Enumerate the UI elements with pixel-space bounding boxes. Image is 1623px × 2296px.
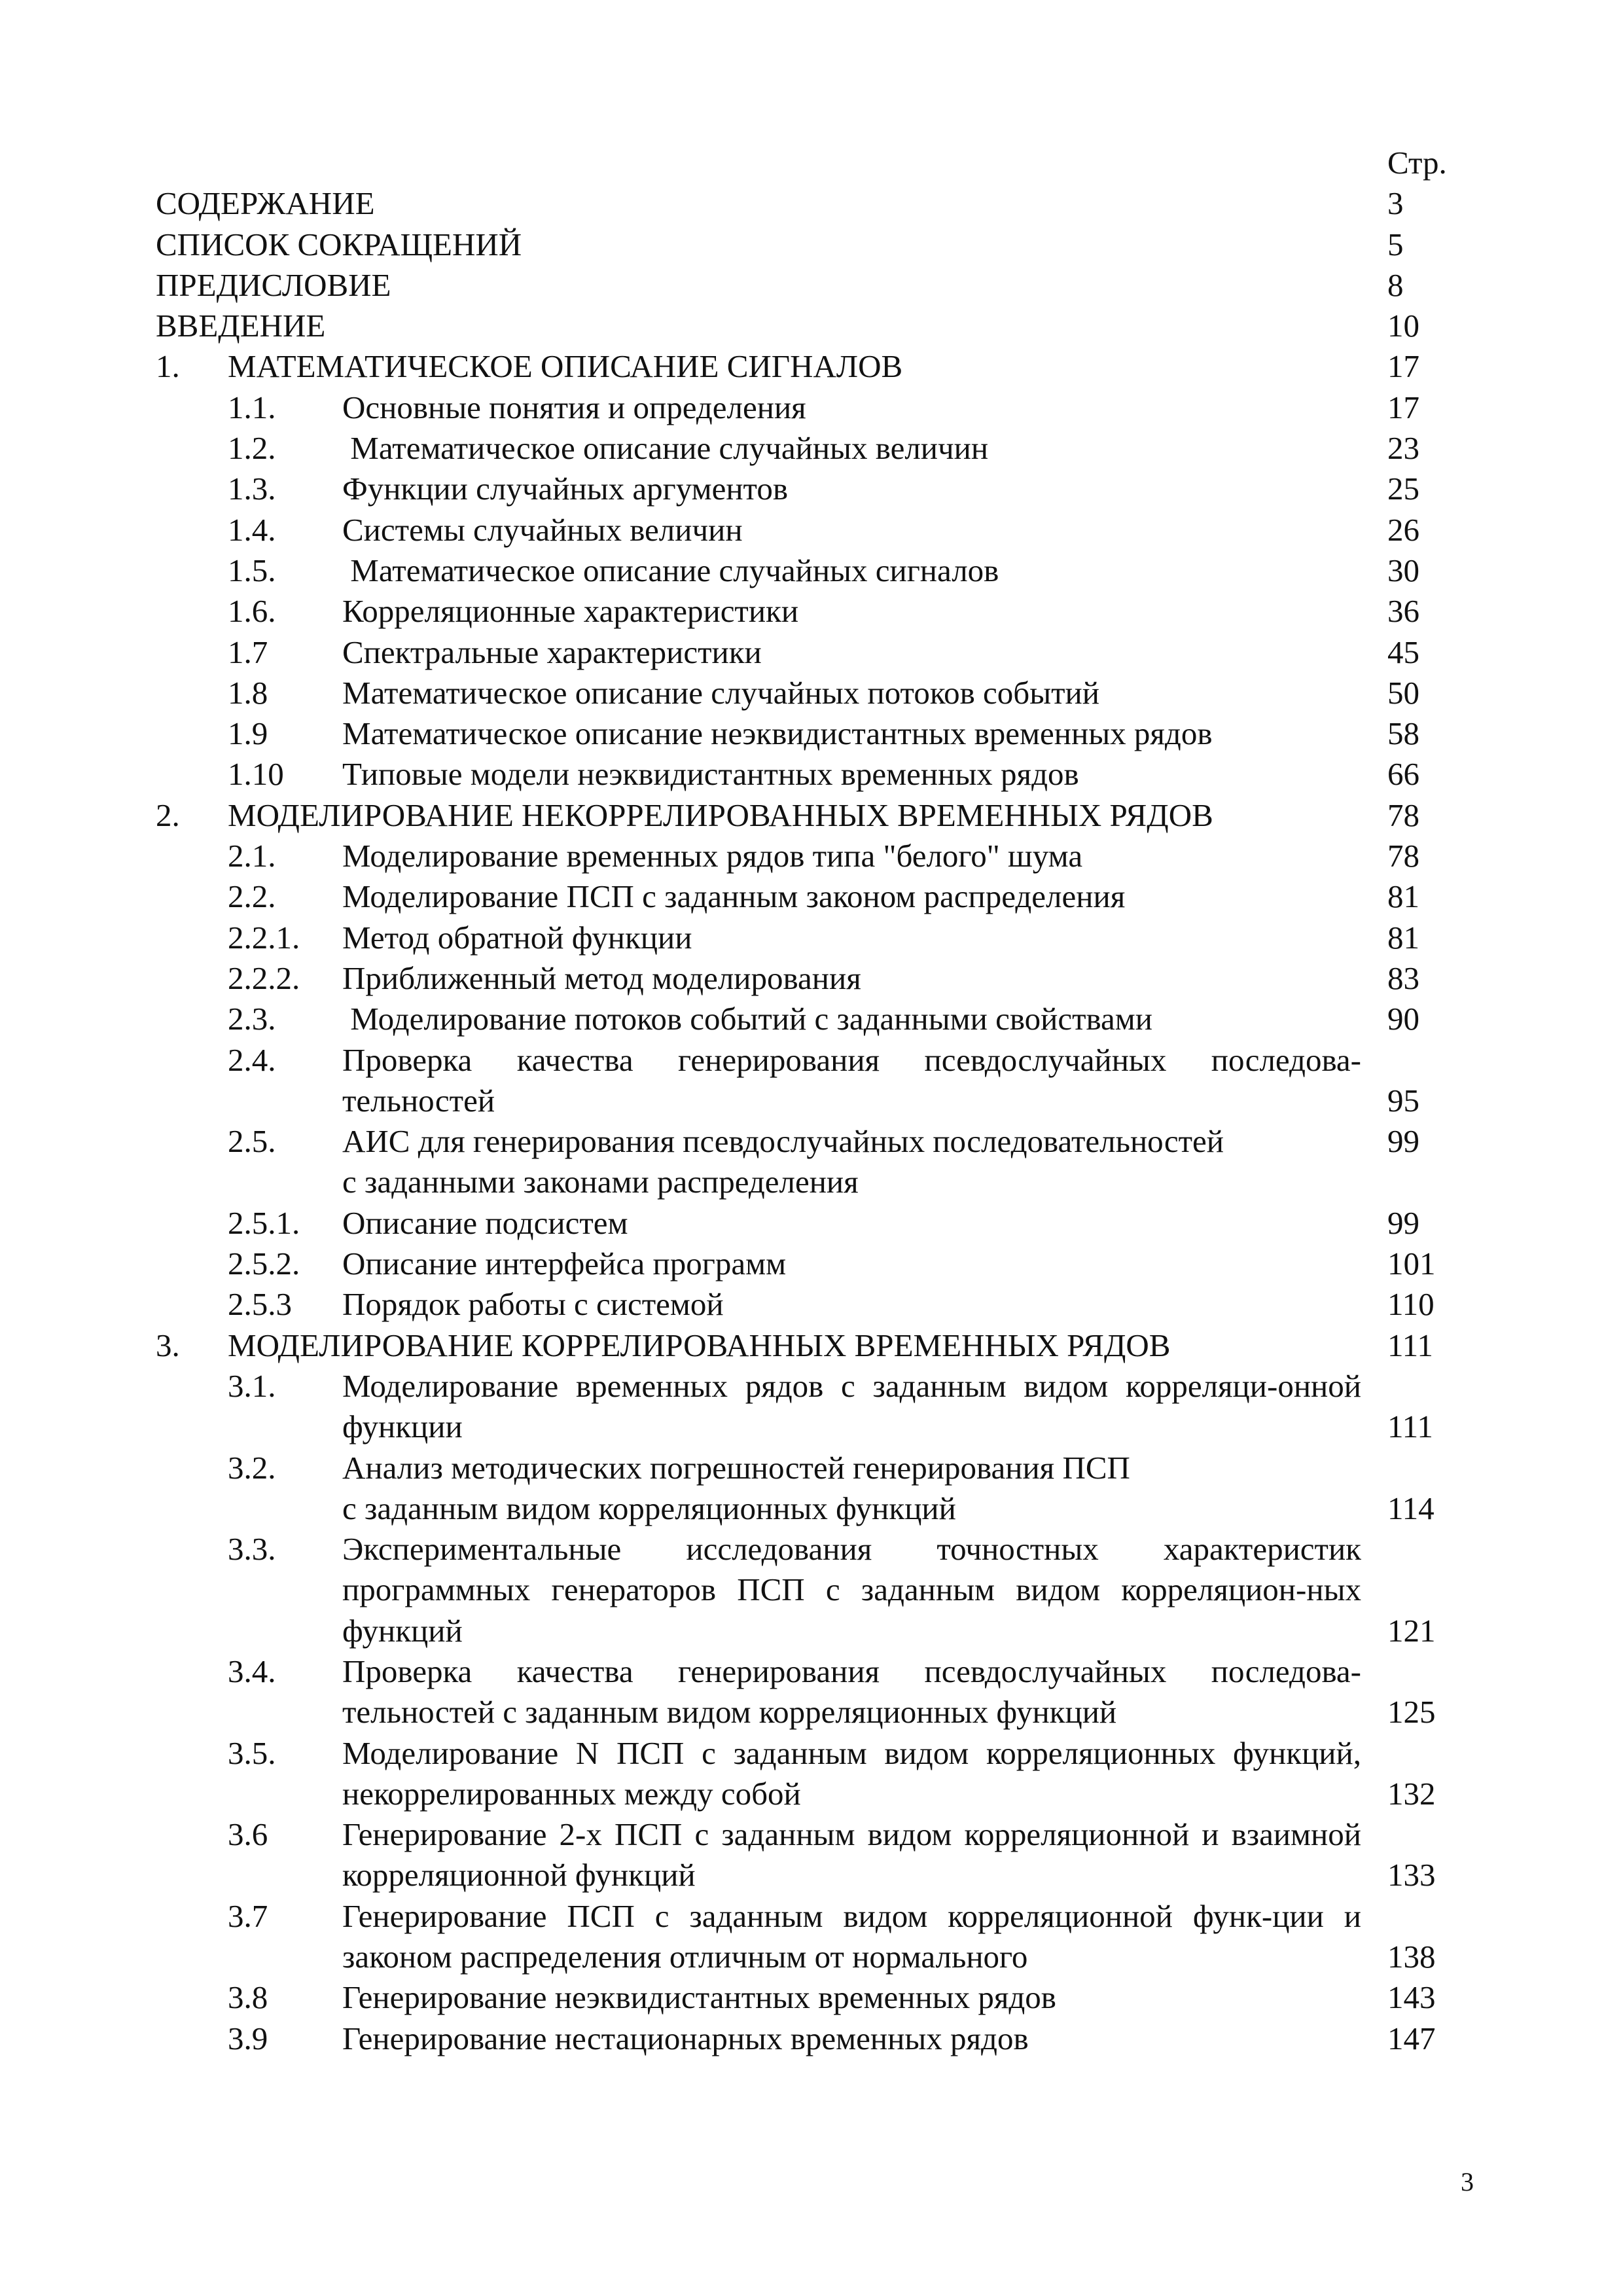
toc-entry[interactable]	[156, 1733, 1466, 1815]
toc-entry-number: 3.1.	[228, 1367, 276, 1404]
toc-entry-number: 1.1.	[228, 389, 276, 425]
toc-entry-number: 2.2.1.	[228, 919, 300, 956]
toc-entry[interactable]	[156, 1896, 1466, 1978]
toc-entry-title-continuation: с заданным видом корреляционных функций	[342, 1490, 956, 1526]
toc-entry-page: 5	[1387, 226, 1404, 262]
toc-entry-number: 2.3.	[228, 1001, 276, 1037]
toc-chapter[interactable]	[156, 346, 1466, 387]
toc-entry-page: 99	[1387, 1204, 1419, 1241]
toc-entry-number: 1.2.	[228, 430, 276, 467]
toc-entry[interactable]	[156, 2018, 1466, 2059]
toc-entry[interactable]	[156, 306, 1466, 346]
toc-entry-page: 66	[1387, 756, 1419, 793]
toc-entry[interactable]	[156, 958, 1466, 999]
toc-entry-number: 2.5.	[228, 1123, 276, 1160]
toc-entry-page: 132	[1387, 1775, 1436, 1812]
toc-entry-title: Моделирование временных рядов типа "белого" шума	[342, 838, 1083, 874]
toc-entry[interactable]	[156, 754, 1466, 795]
toc-entry[interactable]	[156, 673, 1466, 713]
toc-entry-number: 3.9	[228, 2020, 268, 2056]
toc-entry-title: Спектральные характеристики	[342, 634, 762, 670]
page-column-header-row	[156, 143, 1466, 183]
toc-entry[interactable]	[156, 469, 1466, 509]
toc-entry-page: 114	[1387, 1490, 1435, 1526]
toc-entry-number: 2.4.	[228, 1041, 276, 1078]
toc-entry[interactable]	[156, 1040, 1466, 1122]
toc-entry[interactable]	[156, 876, 1466, 917]
toc-entry-page: 23	[1387, 430, 1419, 467]
toc-entry-title: Математическое описание случайных величин	[342, 430, 989, 467]
toc-entry-page: 78	[1387, 838, 1419, 874]
toc-entry-number: 3.5.	[228, 1734, 276, 1771]
toc-entry-number: 1.7	[228, 634, 268, 670]
toc-entry[interactable]	[156, 1977, 1466, 2018]
toc-entry-page: 125	[1387, 1694, 1436, 1731]
toc-entry[interactable]	[156, 918, 1466, 958]
toc-entry-title: МОДЕЛИРОВАНИЕ НЕКОРРЕЛИРОВАННЫХ ВРЕМЕННЫХ РЯДОВ	[228, 797, 1213, 833]
toc-entry-page: 17	[1387, 389, 1419, 425]
toc-entry-number: 3.	[156, 1327, 180, 1363]
toc-entry-title: СПИСОК СОКРАЩЕНИЙ	[156, 226, 522, 262]
toc-entry[interactable]	[156, 510, 1466, 550]
toc-entry-title: Корреляционные характеристики	[342, 593, 799, 630]
toc-entry[interactable]	[156, 1244, 1466, 1284]
toc-entry[interactable]	[156, 1651, 1466, 1733]
toc-entry-number: 2.5.1.	[228, 1204, 300, 1241]
page-number: 3	[1461, 2167, 1474, 2197]
toc-entry-page: 78	[1387, 797, 1419, 833]
toc-entry[interactable]	[156, 265, 1466, 306]
toc-entry-title: АИС для генерирования псевдослучайных последовательностей	[342, 1123, 1224, 1160]
toc-entry-title: Моделирование временных рядов с заданным видом корреляци-онной функции	[342, 1367, 1361, 1445]
toc-entry-page: 3	[1387, 185, 1404, 222]
toc-entry[interactable]	[156, 428, 1466, 469]
toc-entry-title: Моделирование потоков событий с заданными свойствами	[342, 1001, 1153, 1037]
toc-entry-number: 3.6	[228, 1816, 268, 1853]
toc-entry-title: МАТЕМАТИЧЕСКОЕ ОПИСАНИЕ СИГНАЛОВ	[228, 348, 903, 385]
toc-entry[interactable]	[156, 632, 1466, 673]
toc-entry-page: 10	[1387, 308, 1419, 344]
toc-entry-title: Моделирование N ПСП с заданным видом корреляционных функций, некоррелированных между собой	[342, 1734, 1361, 1812]
toc-entry-number: 3.8	[228, 1979, 268, 2016]
toc-entry[interactable]	[156, 1121, 1466, 1203]
toc-entry-title: Типовые модели неэквидистантных временных рядов	[342, 756, 1079, 793]
toc-entry-number: 1.5.	[228, 552, 276, 588]
toc-entry-title: Описание подсистем	[342, 1204, 628, 1241]
toc-entry-page: 45	[1387, 634, 1419, 670]
toc-entry[interactable]	[156, 999, 1466, 1039]
toc-entry-title: Моделирование ПСП с заданным законом распределения	[342, 878, 1126, 915]
toc-entry-title: Генерирование ПСП с заданным видом корреляционной функ-ции и законом распределения отличным от нормального	[342, 1897, 1361, 1975]
toc-entry-number: 3.3.	[228, 1531, 276, 1568]
toc-entry-number: 1.4.	[228, 511, 276, 548]
toc-entry[interactable]	[156, 224, 1466, 265]
toc-entry-title: ПРЕДИСЛОВИЕ	[156, 266, 391, 303]
toc-entry[interactable]	[156, 1203, 1466, 1244]
toc-entry-number: 2.1.	[228, 838, 276, 874]
toc-entry-title: Экспериментальные исследования точностных характеристик программных генераторов ПСП с заданным видом корреляцион-ных функций	[342, 1531, 1361, 1649]
toc-entry-page: 133	[1387, 1857, 1436, 1893]
toc-entry[interactable]	[156, 1448, 1466, 1530]
toc-entry-page: 110	[1387, 1286, 1435, 1323]
toc-entry-title: Математическое описание случайных сигналов	[342, 552, 999, 588]
toc-entry-number: 3.4.	[228, 1653, 276, 1689]
toc-entry-page: 121	[1387, 1612, 1436, 1649]
toc-entry-page: 81	[1387, 878, 1419, 915]
table-of-contents	[156, 143, 1466, 2059]
toc-entry-page: 36	[1387, 593, 1419, 630]
toc-entry-title: Математическое описание случайных потоков событий	[342, 674, 1099, 711]
toc-entry-number: 2.2.2.	[228, 960, 300, 996]
toc-entry-title: Порядок работы с системой	[342, 1286, 724, 1323]
toc-entry-page: 99	[1387, 1123, 1419, 1160]
toc-entry[interactable]	[156, 836, 1466, 876]
toc-entry[interactable]	[156, 387, 1466, 428]
toc-entry-page: 83	[1387, 960, 1419, 996]
toc-entry-title: Генерирование неэквидистантных временных рядов	[342, 1979, 1056, 2016]
toc-entry-page: 58	[1387, 715, 1419, 752]
toc-entry-title: Проверка качества генерирования псевдослучайных последова-тельностей с заданным видом корреляционных функций	[342, 1653, 1361, 1731]
toc-entry-page: 25	[1387, 471, 1419, 507]
toc-entry-title-block	[342, 1121, 1387, 1203]
toc-entry-number: 1.6.	[228, 593, 276, 630]
toc-entry-number: 2.5.3	[228, 1286, 292, 1323]
toc-entry-page: 17	[1387, 348, 1419, 385]
toc-entry[interactable]	[156, 591, 1466, 632]
toc-entry-number: 2.	[156, 797, 180, 833]
page-column-header: Стр.	[1387, 145, 1447, 181]
toc-entry-number: 1.10	[228, 756, 284, 793]
toc-entry-number: 1.9	[228, 715, 268, 752]
toc-entry-page: 90	[1387, 1001, 1419, 1037]
toc-entry-number: 3.7	[228, 1897, 268, 1934]
toc-entry-page: 26	[1387, 511, 1419, 548]
toc-entry-title: Функции случайных аргументов	[342, 471, 788, 507]
toc-entry-page: 81	[1387, 919, 1419, 956]
toc-entry-page: 50	[1387, 674, 1419, 711]
toc-entry-title: Генерирование 2-х ПСП с заданным видом корреляционной и взаимной корреляционной функций	[342, 1816, 1361, 1893]
toc-entry-title: СОДЕРЖАНИЕ	[156, 185, 375, 222]
toc-entry-number: 1.3.	[228, 471, 276, 507]
toc-entry[interactable]	[156, 1366, 1466, 1448]
toc-entry[interactable]	[156, 713, 1466, 754]
toc-entry-number: 1.	[156, 348, 180, 385]
toc-entry-title: Приближенный метод моделирования	[342, 960, 861, 996]
toc-entry[interactable]	[156, 550, 1466, 591]
toc-entry-number: 3.2.	[228, 1449, 276, 1486]
toc-entry[interactable]	[156, 183, 1466, 224]
toc-chapter[interactable]	[156, 795, 1466, 836]
toc-entry-page: 111	[1387, 1408, 1433, 1445]
toc-entry-page: 138	[1387, 1939, 1436, 1975]
toc-chapter[interactable]	[156, 1325, 1466, 1366]
toc-entry-number: 1.8	[228, 674, 268, 711]
toc-entry-title: Метод обратной функции	[342, 919, 692, 956]
toc-entry-title: Анализ методических погрешностей генерирования ПСП	[342, 1449, 1130, 1486]
toc-entry-number: 2.2.	[228, 878, 276, 915]
toc-entry-page: 101	[1387, 1246, 1436, 1282]
toc-entry-page: 30	[1387, 552, 1419, 588]
toc-entry-title: МОДЕЛИРОВАНИЕ КОРРЕЛИРОВАННЫХ ВРЕМЕННЫХ РЯДОВ	[228, 1327, 1171, 1363]
toc-entry-title-block	[342, 1448, 1387, 1530]
toc-entry-title: Системы случайных величин	[342, 511, 743, 548]
toc-entry-title: Проверка качества генерирования псевдослучайных последова-тельностей	[342, 1041, 1361, 1119]
toc-entry[interactable]	[156, 1814, 1466, 1896]
toc-entry-title: ВВЕДЕНИЕ	[156, 308, 326, 344]
toc-entry-title: Описание интерфейса программ	[342, 1246, 787, 1282]
toc-entry-title: Математическое описание неэквидистантных временных рядов	[342, 715, 1213, 752]
toc-entry-page: 95	[1387, 1082, 1419, 1119]
toc-entry-page: 147	[1387, 2020, 1436, 2056]
toc-entry[interactable]	[156, 1284, 1466, 1325]
toc-entry-title: Генерирование нестационарных временных рядов	[342, 2020, 1029, 2056]
toc-entry-page: 8	[1387, 266, 1404, 303]
toc-entry-page: 111	[1387, 1327, 1433, 1363]
toc-entry-number: 2.5.2.	[228, 1246, 300, 1282]
toc-entry[interactable]	[156, 1529, 1466, 1651]
toc-entry-title: Основные понятия и определения	[342, 389, 806, 425]
toc-entry-title-continuation: с заданными законами распределения	[342, 1164, 859, 1200]
toc-entry-page: 143	[1387, 1979, 1436, 2016]
